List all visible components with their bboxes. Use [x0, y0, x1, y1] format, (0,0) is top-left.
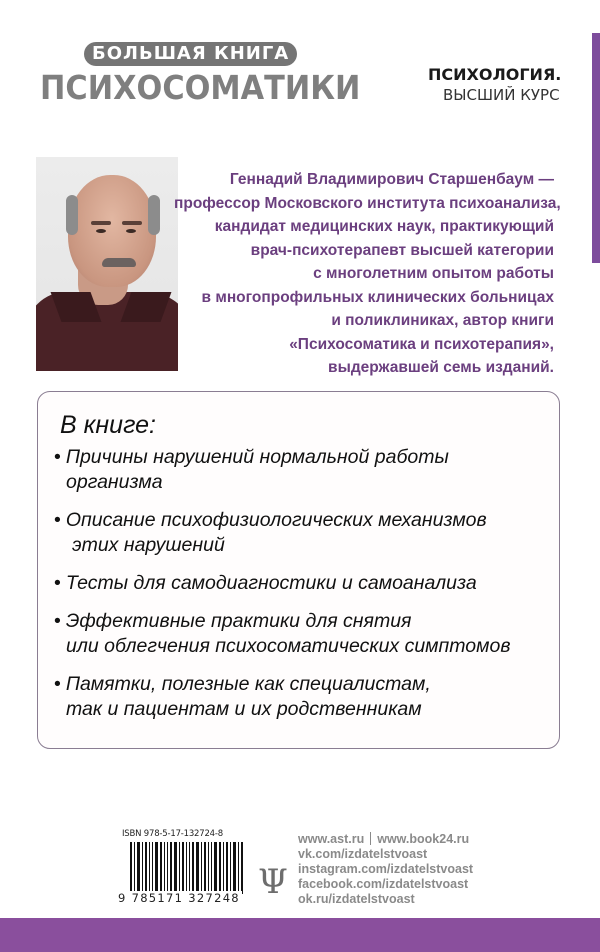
- list-item: [54, 571, 554, 596]
- book-title: ПСИХОСОМАТИКИ: [40, 68, 361, 107]
- contents-box: [37, 391, 560, 749]
- list-item: [54, 672, 554, 722]
- bio-line: врач-психотерапевт высшей категории: [250, 241, 554, 259]
- series-label: [428, 65, 561, 105]
- photo-head: [68, 175, 156, 287]
- author-photo: [36, 157, 178, 371]
- list-item-text: Памятки, полезные как специалистам,: [65, 673, 431, 695]
- bio-line: Геннадий Владимирович Старшенбаум —: [229, 171, 554, 188]
- list-item-line: или облегчения психосоматических симптомов: [66, 635, 511, 657]
- bullet-icon: •: [54, 572, 61, 594]
- bio-line: с многолетним опытом работы: [313, 265, 554, 282]
- bio-line: «Психосоматика и психотерапия»,: [289, 335, 554, 353]
- bio-line: и поликлиниках, автор книги: [331, 312, 554, 329]
- link-book24[interactable]: www.book24.ru: [377, 832, 470, 846]
- list-item: [54, 445, 554, 495]
- links-row-sites: [298, 832, 473, 847]
- bullet-icon: •: [54, 509, 61, 531]
- author-bio: [174, 168, 561, 380]
- publisher-links: [298, 832, 473, 907]
- series-badge: БОЛЬШАЯ КНИГА: [84, 42, 297, 66]
- list-item-line: организма: [66, 471, 163, 493]
- barcode: [130, 842, 250, 894]
- photo-hair-right: [148, 195, 160, 235]
- link-instagram[interactable]: instagram.com/izdatelstvoast: [298, 862, 474, 876]
- photo-brow-left: [91, 221, 111, 225]
- link-separator: [370, 832, 371, 845]
- list-item-text: Эффективные практики для снятия: [65, 610, 412, 632]
- isbn-label: ISBN 978-5-17-132724-8: [122, 829, 223, 839]
- bio-line: выдержавшей семь изданий.: [328, 359, 554, 376]
- list-item: [54, 508, 554, 558]
- link-ast[interactable]: www.ast.ru: [298, 832, 365, 846]
- contents-heading: В книге:: [60, 411, 156, 439]
- series-label-line-2: ВЫСШИЙ КУРС: [443, 86, 560, 104]
- list-item-line: [54, 445, 554, 470]
- photo-eye-right: [126, 229, 136, 233]
- list-item-line: [54, 672, 554, 697]
- link-facebook[interactable]: facebook.com/izdatelstvoast: [298, 877, 469, 891]
- contents-list: [54, 445, 554, 735]
- list-item-line: [54, 571, 554, 596]
- series-label-line-1: ПСИХОЛОГИЯ.: [428, 65, 562, 84]
- photo-brow-right: [122, 221, 142, 225]
- bottom-band: [0, 918, 600, 952]
- list-item-text: Описание психофизиологических механизмов: [65, 509, 487, 531]
- barcode-digits: 9 785171 327248: [118, 891, 240, 905]
- list-item: [54, 609, 554, 659]
- list-item-text: Тесты для самодиагностики и самоанализа: [65, 572, 477, 594]
- list-item-line: этих нарушений: [72, 534, 225, 556]
- bio-line: в многопрофильных клинических больницах: [201, 288, 554, 306]
- photo-eye-left: [96, 229, 106, 233]
- bullet-icon: •: [54, 610, 61, 632]
- bio-line: профессор Московского института психоанализа,: [174, 194, 561, 212]
- list-item-line: [54, 609, 554, 634]
- bio-line: кандидат медицинских наук, практикующий: [214, 218, 554, 235]
- bullet-icon: •: [54, 446, 61, 468]
- bullet-icon: •: [54, 673, 61, 695]
- psi-icon: Ψ: [258, 862, 288, 902]
- photo-hair-left: [66, 195, 78, 235]
- photo-mustache: [102, 258, 136, 267]
- link-vk[interactable]: vk.com/izdatelstvoast: [298, 847, 428, 861]
- link-ok[interactable]: ok.ru/izdatelstvoast: [298, 892, 415, 906]
- list-item-line: [54, 508, 554, 533]
- list-item-line: так и пациентам и их родственникам: [66, 698, 422, 720]
- accent-bar: [592, 33, 600, 263]
- list-item-text: Причины нарушений нормальной работы: [65, 446, 449, 468]
